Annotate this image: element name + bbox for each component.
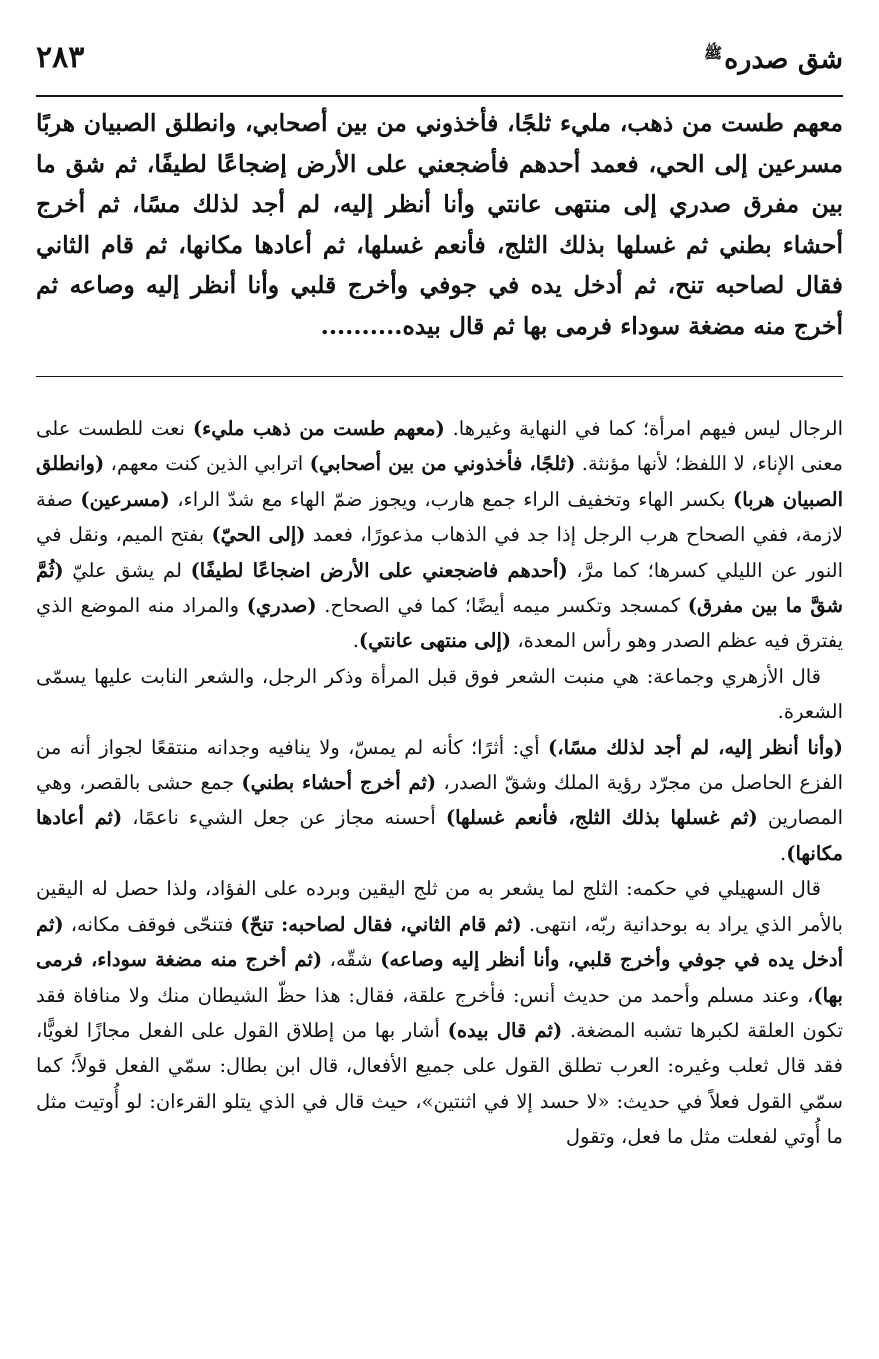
quoted-hadith-phrase: (ثم أخرج منه مضغة سوداء، فرمى بها) — [36, 948, 843, 1007]
commentary-text: شقّه، — [322, 948, 381, 972]
commentary — [36, 411, 843, 1155]
hadith-paragraph: معهم طست من ذهب، مليء ثلجًا، فأخذوني من بين أصحابي، وانطلق الصبيان هربًا مسرعين إلى الحي، فعمد أحدهم فأضجعني على الأرض إضجاعًا لطيفًا، ثم شق ما بين مفرق صدري إلى منتهى عانتي وأنا أنظر إليه، لم أجد لذلك مسًا، ثم أخرج أحشاء بطني ثم غسلها بذلك الثلج، فأنعم غسلها، ثم أعادها مكانها، ثم قام الثاني فقال لصاحبه تنح، ثم أدخل يده في جوفي وأخرج قلبي وأنا أنظر إليه وصاعه ثم أخرج منه مضغة سوداء فرمى بها ثم قال بيده.......... — [36, 109, 843, 340]
quoted-hadith-phrase: (ثم أدخل يده في جوفي وأخرج قلبي، وأنا أنظر إليه وصاعه) — [36, 912, 844, 972]
quoted-hadith-phrase: (إلى الحيّ) — [211, 523, 306, 547]
commentary-text: . — [780, 841, 787, 865]
running-title — [704, 46, 843, 73]
salawat-glyph: ﷺ — [704, 44, 723, 62]
hadith-text — [36, 103, 843, 346]
quoted-hadith-phrase: (ثم قام الثاني، فقال لصاحبه: تنحّ) — [240, 912, 522, 936]
commentary-text: والمراد منه الموضع الذي يفترق فيه عظم الصدر وهو رأس المعدة، — [36, 594, 843, 653]
commentary-text: قال السهيلي في حكمه: الثلج لما يشعر به من ثلج اليقين وبرده على الفؤاد، ولذا حصل له اليقين بالأمر الذي يراد به بوحدانية ربّه، انتهى. — [36, 877, 843, 936]
quoted-hadith-phrase: (ثُمَّ شقَّ ما بين مفرق) — [36, 558, 843, 618]
commentary-text: كمسجد وتكسر ميمه أيضًا؛ كما في الصحاح. — [316, 594, 688, 618]
quoted-hadith-phrase: (وأنا أنظر إليه، لم أجد لذلك مسًا،) — [548, 735, 843, 759]
quoted-hadith-phrase: (أحدهم فاضجعني على الأرض اضجاعًا لطيفًا) — [190, 558, 568, 582]
quoted-hadith-phrase: (صدري) — [246, 594, 317, 618]
commentary-text: أحسنه مجاز عن جعل الشيء ناعمًا، — [122, 806, 446, 830]
quoted-hadith-phrase: (ثم قال بيده) — [447, 1018, 563, 1042]
commentary-text: لم يشق عليّ — [63, 558, 191, 582]
commentary-text: اترابي الذين كنت معهم، — [104, 452, 310, 476]
commentary-paragraph — [36, 871, 843, 1154]
commentary-text: أي: أثرًا؛ كأنه لم يمسّ، ولا ينافيه وجدانه منتقعًا لجواز أنه من الفزع الحاصل من مجرّد رؤية الملك وشقّ الصدر، — [36, 735, 844, 795]
quoted-hadith-phrase: (وانطلق الصبيان هربا) — [36, 452, 843, 511]
header-rule — [36, 95, 843, 97]
commentary-text: . — [352, 629, 359, 653]
quoted-hadith-phrase: (مسرعين) — [80, 487, 170, 511]
commentary-text: قال الأزهري وجماعة: هي منبت الشعر فوق قبل المرأة وذكر الرجل، والشعر النابت عليها يسمّى الشعرة. — [36, 664, 843, 724]
commentary-text: صفة لازمة، ففي الصحاح هرب الرجل إذا جد في الذهاب مذعورًا، فعمد — [36, 487, 843, 547]
commentary-text: فتنحّى فوقف مكانه، — [63, 912, 241, 936]
separator-rule — [36, 376, 843, 377]
commentary-text: الرجال ليس فيهم امرأة؛ كما في النهاية وغيرها. — [444, 417, 844, 440]
quoted-hadith-phrase: (معهم طست من ذهب مليء) — [192, 417, 445, 440]
running-title-text: شق صدره — [724, 44, 843, 75]
commentary-paragraph — [36, 659, 843, 730]
quoted-hadith-phrase: (ثم غسلها بذلك الثلج، فأنعم غسلها) — [445, 806, 758, 830]
commentary-text: نعت للطست على معنى الإناء، لا اللفظ؛ لأنها مؤنثة. — [36, 417, 844, 476]
book-page — [36, 28, 843, 1338]
page-header — [36, 28, 843, 100]
commentary-text: أشار بها من إطلاق القول على الفعل مجازًا لغويًّا، فقد قال ثعلب وغيره: العرب تطلق القول على جميع الأفعال، قال ابن بطال: سمّي الفعل قولاً؛ كما سمّي القول فعلاً في حديث: «لا حسد إلا في اثنتين»، حيث قال في الذي يتلو القرءان: لو أُوتيت مثل ما أُوتي لفعلت مثل ما فعل، وتقول — [36, 1018, 843, 1149]
commentary-paragraph — [36, 411, 843, 659]
commentary-text: بفتح الميم، ونقل في النور عن الليلي كسرها؛ كما مرَّ، — [36, 523, 844, 582]
quoted-hadith-phrase: (ثم أعادها مكانها) — [36, 806, 843, 865]
quoted-hadith-phrase: (إلى منتهى عانتي) — [358, 629, 512, 653]
quoted-hadith-phrase: (ثم أخرج أحشاء بطني) — [241, 771, 437, 795]
commentary-text: جمع حشى بالقصر، وهي المصارين — [36, 771, 844, 830]
commentary-paragraph — [36, 730, 843, 872]
commentary-text: بكسر الهاء وتخفيف الراء جمع هارب، ويجوز ضمّ الهاء مع شدّ الراء، — [169, 487, 733, 511]
commentary-text: ، وعند مسلم وأحمد من حديث أنس: فأخرج علقة، فقال: هذا حظّ الشيطان منك ولا منافاة فقد تكون العلقة لكبرها تشبه المضغة. — [36, 983, 843, 1042]
quoted-hadith-phrase: (ثلجًا، فأخذوني من بين أصحابي) — [309, 452, 576, 476]
page-number: ٢٨٣ — [36, 40, 85, 75]
